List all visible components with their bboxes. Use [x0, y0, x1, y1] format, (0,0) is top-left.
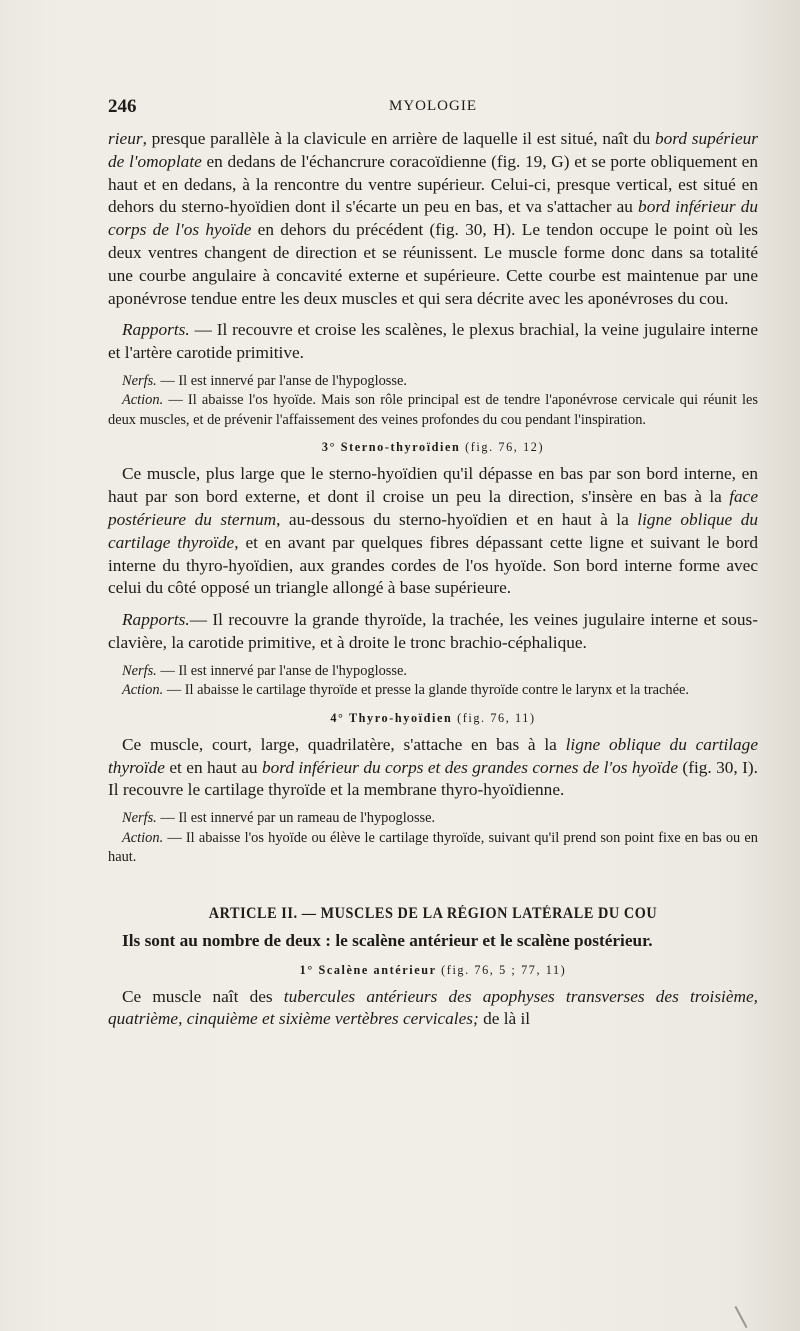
italic-text-run: Action. [122, 682, 164, 699]
italic-text-run: bord inférieur du corps de l'os hyoïde [108, 197, 758, 240]
paragraph-sterno-thyroid-description [108, 463, 758, 600]
italic-text-run: ligne oblique du cartilage thyroïde [108, 510, 758, 552]
section-heading-sterno-thyroid [108, 437, 758, 457]
paragraph-thyro-hyoid-nerfs [108, 809, 758, 829]
text-run: — Il recouvre et croise les scalènes, le plexus brachial, la veine jugulaire interne et l'artère carotide primitive. [108, 320, 758, 363]
text-run: — Il est innervé par l'anse de l'hypoglosse. [156, 662, 407, 679]
section-heading-scalene-anterior [108, 960, 758, 980]
paragraph-sterno-thyroid-action [108, 681, 758, 701]
page-header [108, 96, 758, 120]
italic-text-run: Rapports. [122, 610, 190, 630]
text-run: et en haut au [164, 757, 262, 777]
text-run: — Il abaisse l'os hyoïde ou élève le cartilage thyroïde, suivant qu'il prend son point fixe en bas ou en haut. [108, 829, 758, 866]
italic-text-run: bord inférieur du corps et des grandes cornes de l'os hyoïde [261, 757, 678, 777]
text-run: Ce muscle, court, large, quadrilatère, s'attache en bas à la [122, 734, 566, 754]
page-number: 246 [108, 96, 137, 117]
italic-text-run: Action. [122, 392, 164, 409]
text-run: de là il [478, 1009, 531, 1029]
section-heading-thyro-hyoid [108, 708, 758, 728]
italic-text-run: Action. [122, 829, 164, 846]
italic-text-run: Nerfs. [122, 662, 157, 679]
section-title: 4° Thyro-hyoïdien [330, 710, 453, 725]
italic-text-run: face postérieure du sternum [108, 487, 758, 530]
text-run: , et en avant par quelques fibres dépassant cette ligne et suivant le bord interne du thyro-hyoïdien, aux grandes cordes de l'os hyoïde. Son bord interne forme avec celui du côté opposé un triangle allongé à base supérieure. [108, 532, 758, 598]
paragraph-thyro-hyoid-description [108, 734, 758, 802]
text-run: — Il est innervé par l'anse de l'hypoglosse. [156, 372, 407, 389]
text-run: , au-dessous du sterno-hyoïdien et en haut à la [276, 510, 638, 530]
paragraph-sterno-thyroid-rapports [108, 609, 758, 655]
text-run: Ce muscle, plus large que le sterno-hyoïdien qu'il dépasse en bas par son bord interne, en haut par son bord externe, et dont il croise un peu la direction, s'insère en bas à la [108, 464, 758, 507]
text-run: en dehors du précédent (fig. 30, H). Le tendon occupe le point où les deux ventres changent de direction et se réunissent. Le muscle forme donc dans sa totalité une courbe angulaire à concavité externe et supérieure. Cette courbe est maintenue par une aponévrose tendue entre les deux muscles et qui sera décrite avec les aponévroses du cou. [108, 220, 758, 308]
section-title: 3° Sterno-thyroïdien [321, 440, 461, 455]
italic-text-run: Nerfs. [122, 810, 157, 827]
figure-reference: (fig. 76, 5 ; 77, 11) [441, 962, 567, 977]
paragraph-thyro-hyoid-action [108, 829, 758, 868]
italic-text-run: bord supérieur de l'omoplate [108, 129, 758, 171]
paragraph-omohyoid-nerfs [108, 372, 758, 392]
page-content [108, 96, 758, 1031]
text-run: Ils sont au nombre de deux : le scalène antérieur et le scalène postérieur. [122, 930, 653, 950]
italic-text-run: Rapports. [122, 320, 190, 340]
paragraph-article-intro [108, 930, 758, 953]
paragraph-sterno-thyroid-nerfs [108, 662, 758, 682]
italic-text-run: rieur [108, 129, 143, 148]
article-heading: ARTICLE II. — MUSCLES DE LA RÉGION LATÉRALE DU COU [208, 904, 658, 922]
figure-reference: (fig. 76, 12) [465, 440, 545, 455]
paragraph-omohyoid-description [108, 128, 758, 310]
text-run: — Il est innervé par un rameau de l'hypoglosse. [156, 810, 436, 827]
text-run: , presque parallèle à la clavicule en arrière de laquelle il est situé, naît du [142, 129, 656, 148]
text-run: — Il abaisse le cartilage thyroïde et presse la glande thyroïde contre le larynx et la trachée. [163, 682, 689, 699]
italic-text-run: tubercules antérieurs des apophyses transverses des troisième, quatrième, cinquième et sixième vertèbres cervicales; [108, 986, 758, 1029]
scan-mark [734, 1306, 747, 1328]
paragraph-omohyoid-action [108, 391, 758, 430]
text-run: — Il abaisse l'os hyoïde. Mais son rôle principal est de tendre l'aponévrose cervicale qui réunit les deux muscles, et de prévenir l'affaissement des veines profondes du cou pendant l'inspiration. [108, 392, 758, 428]
text-run: (fig. 30, I). Il recouvre le cartilage thyroïde et la membrane thyro-hyoïdienne. [108, 757, 759, 800]
paragraph-omohyoid-rapports [108, 319, 758, 365]
running-title: MYOLOGIE [389, 98, 477, 114]
text-run: — Il recouvre la grande thyroïde, la trachée, les veines jugulaire interne et sous-clavière, la carotide primitive, et à droite le tronc brachio-céphalique. [108, 610, 758, 653]
italic-text-run: Nerfs. [122, 372, 157, 389]
text-run: en dedans de l'échancrure coracoïdienne (fig. 19, G) et se porte obliquement en haut et en dedans, à la rencontre du ventre supérieur. Celui-ci, presque vertical, est situé en dehors du sterno-hyoïdien dont il s'écarte un peu en bas, et va s'attacher au [108, 151, 758, 217]
paragraph-scalene-anterior-description [108, 986, 758, 1032]
text-run: Ce muscle naît des [122, 986, 284, 1006]
figure-reference: (fig. 76, 11) [457, 710, 536, 725]
section-title: 1° Scalène antérieur [299, 962, 437, 977]
italic-text-run: ligne oblique du cartilage thyroïde [108, 734, 758, 777]
